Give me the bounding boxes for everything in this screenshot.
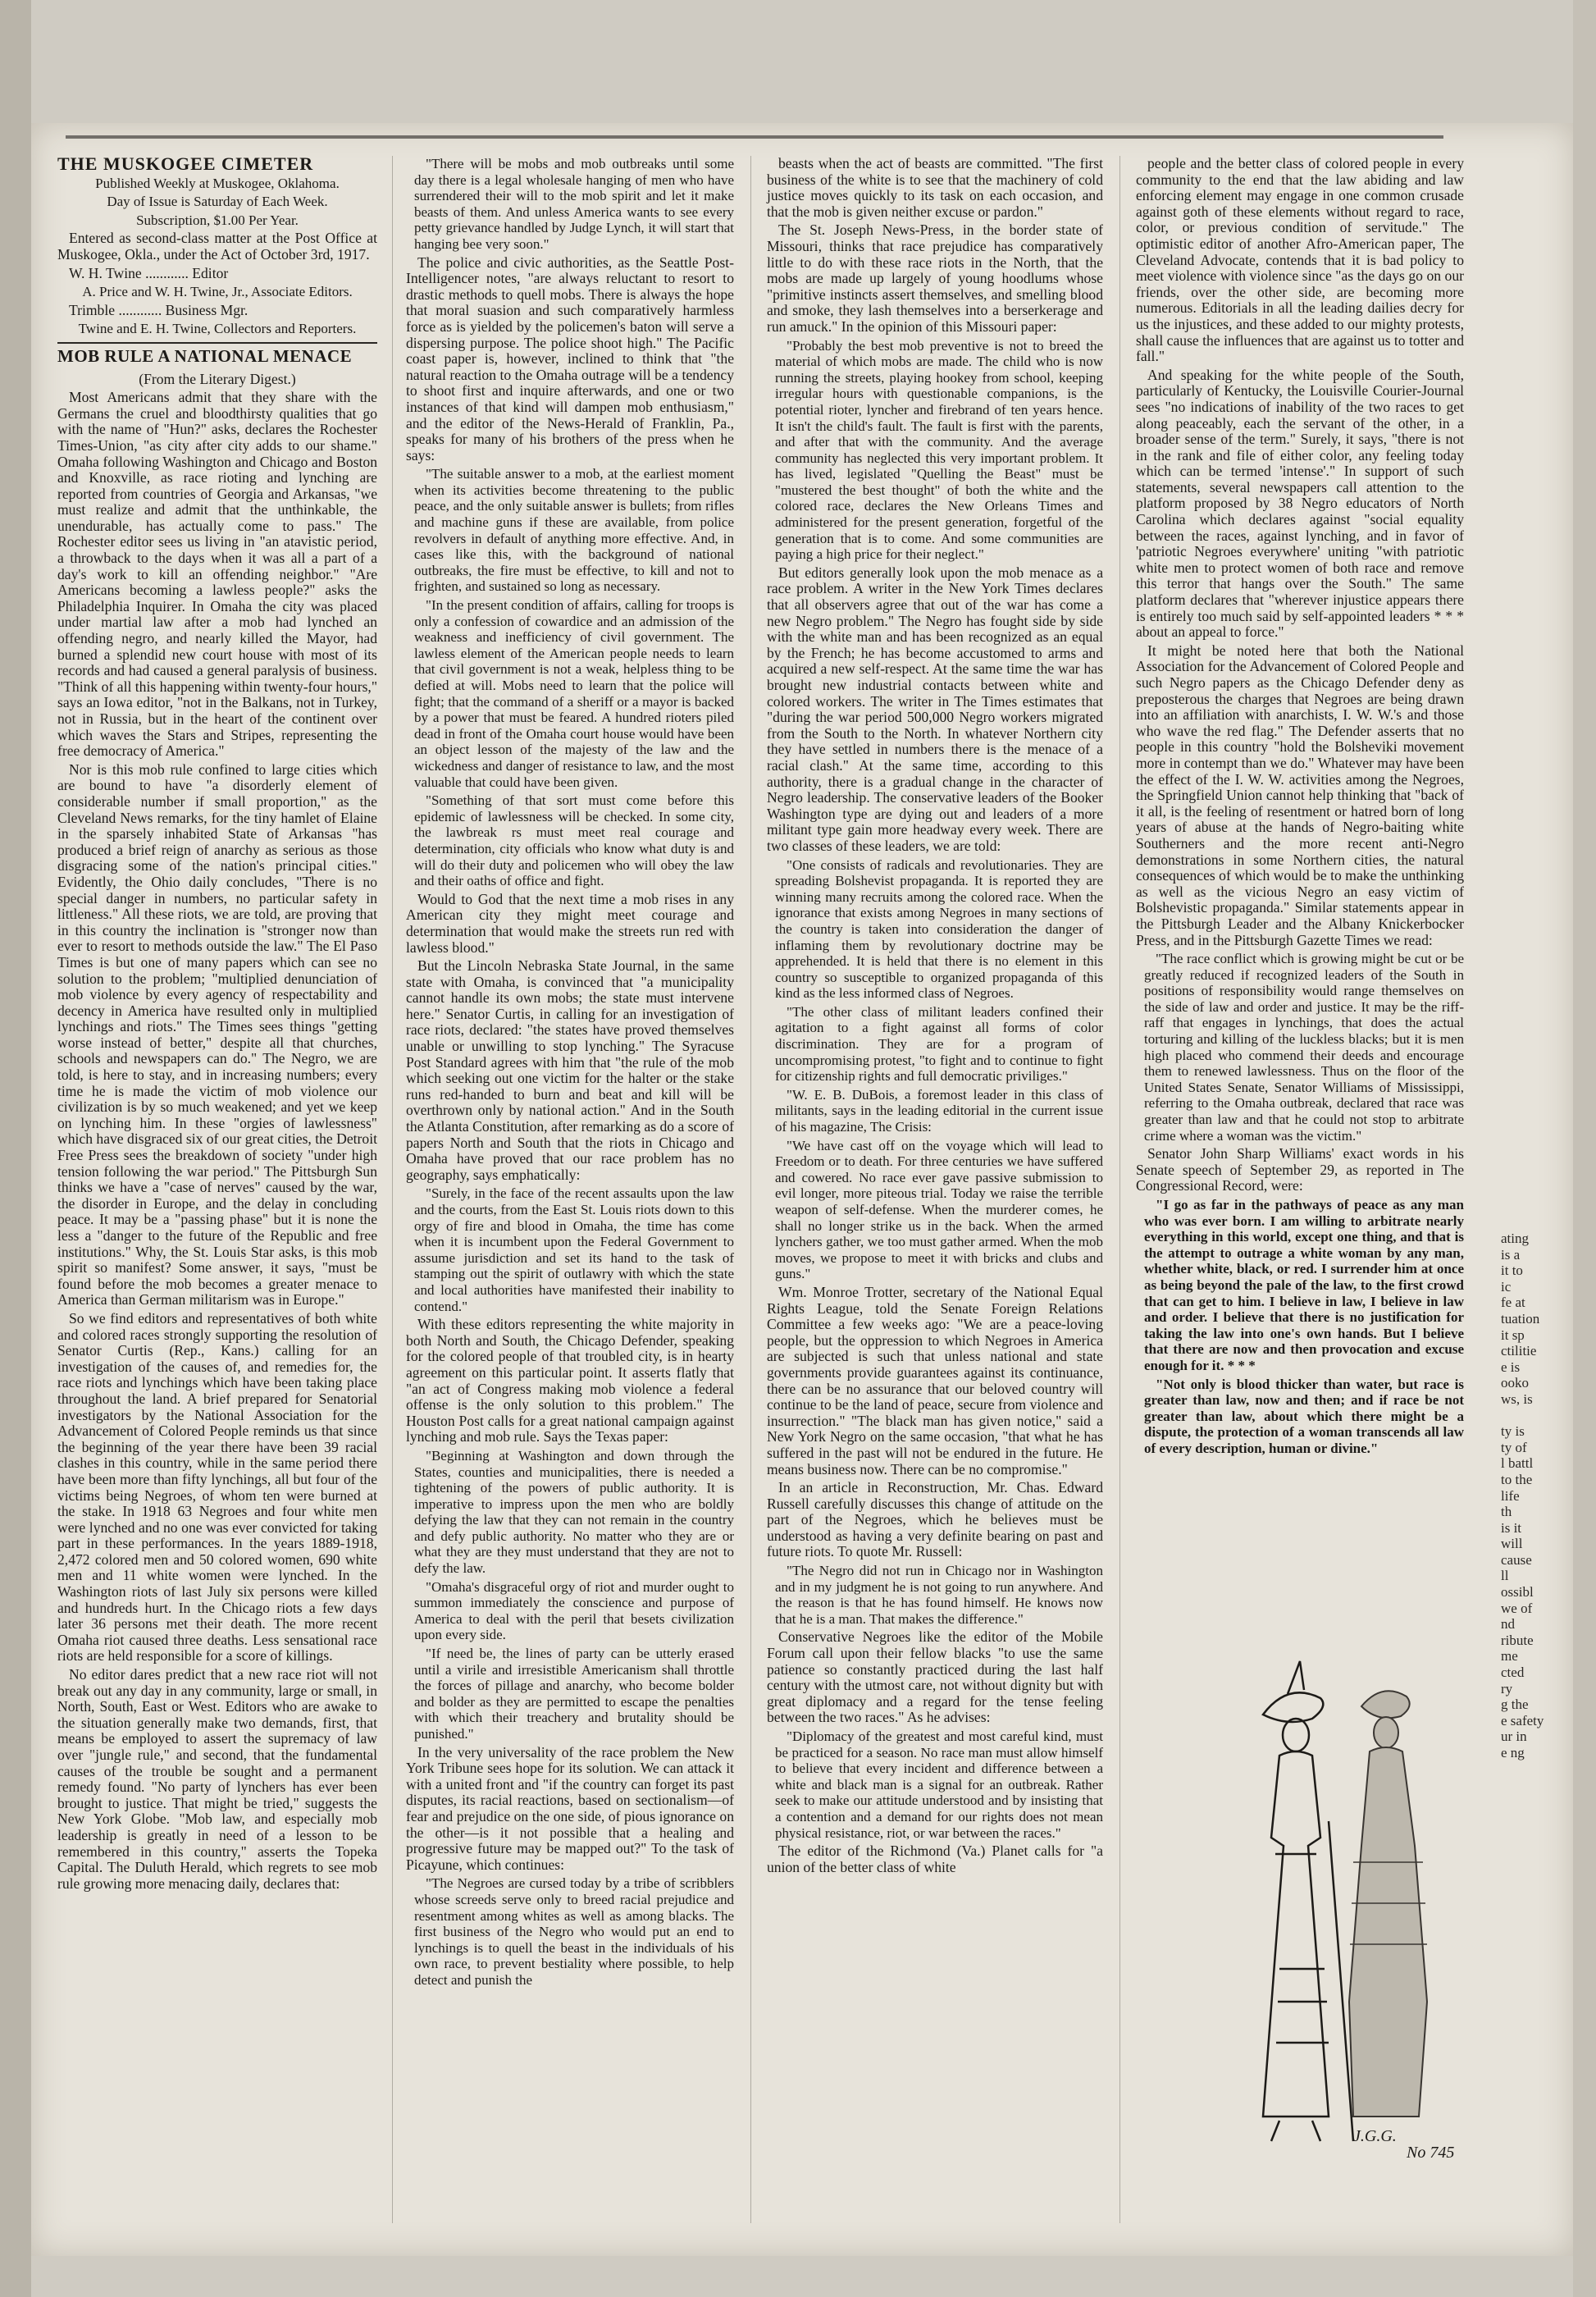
article-headline: MOB RULE A NATIONAL MENACE: [57, 345, 353, 366]
feet-shape: [1271, 2121, 1320, 2141]
masthead-collectors: Twine and E. H. Twine, Collectors and Reporters.: [78, 321, 357, 337]
paragraph: "The Negroes are cursed today by a tribe of scribblers whose screeds serve only to breed racial prejudice and resentment among whites as well as among blacks. The first business of the Negro who would put an end to lynchings is to quell the beast in the individuals of his own race, to prevent bestiality where possible, to help detect and punish the: [414, 1875, 734, 1988]
dress-shape: [1263, 1751, 1329, 2117]
masthead-associates: A. Price and W. H. Twine, Jr., Associate Editors.: [82, 284, 353, 300]
fragment-line: tuation: [1501, 1310, 1540, 1327]
paragraph: But editors generally look upon the mob menace as a race problem. A writer in the New York Times declares that all observers agree that out of the war has come a new Negro problem." The Negro has fought side by side with the white man and has been recognized as an equal by the French; he has become accustomed to arms and acquired a new self-respect. At the same time the war has brought new industrial contacts between white and colored workers. The writer in The Times estimates that "during the war period 500,000 Negro workers migrated from the South to the North. In whatever Northern city they have settled in numbers there is the menace of a racial clash." At the same time, according to this authority, there is a gradual change in the character of Negro leadership. The conservative leaders of the Booker Washington type are dying out and leaders of a more militant type gain more headway every week. There are two classes of these leaders, we are told:: [767, 564, 1103, 854]
masthead-editor: W. H. Twine ............ Editor: [69, 264, 229, 281]
paragraph: "The suitable answer to a mob, at the earliest moment when its activities become threatening to the public peace, and the only suitable answer is bullets; from rifles and machine guns if these are available, from police revolvers in default of anything more effective. And, in cases like this, with the background of national outbreaks, the fire must be effective, to kill and not to frighten, and sustained so long as necessary.: [414, 466, 734, 595]
illustration-number: No 745: [1407, 2144, 1455, 2162]
paragraph: beasts when the act of beasts are committed. "The first business of the white is to see that the machinery of cold justice moves quickly to its task on each occasion, and that the mob is given neither excuse or pardon.": [767, 155, 1103, 220]
fragment-line: ating: [1501, 1231, 1529, 1246]
fragment-line: e is: [1501, 1359, 1521, 1375]
column-rule: [392, 156, 393, 2223]
dress-back-shape: [1349, 1747, 1427, 2117]
paragraph: "The other class of militant leaders confined their agitation to a fight against all forms of color discrimination. They are for a program of uncompromising protest, "to fight and to continue to fight for citizenship rights and full democratic priviliges.": [775, 1003, 1103, 1085]
fragment-line: fe at: [1501, 1295, 1525, 1311]
paragraph: "Diplomacy of the greatest and most careful kind, must be practiced for a season. No race man must allow himself to believe that every incident and difference between a white and black man is a signal for an outbreak. Rather seek to make our attitude understood and by insisting that a contention and a demand for our rights does not mean physical resistance, riot, or war between the races.": [775, 1728, 1103, 1841]
paragraph: "Probably the best mob preventive is not to breed the material of which mobs are made. The child who is now running the streets, playing hookey from school, keeping irregular hours with questionable companions, is the potential rioter, lyncher and firebrand of ten years hence. It isn't the child's fault. The fault is first with the parents, and after that with the community. And the average community has neglected this very important problem. It has lived, legislated "Quelling the Beast" must be "mustered the best thought" of both the white and the colored race, declares the New Orleans Times and administered for the present generation, forgetful of the generation that is to come. And some communities are paying a high price for their neglect.": [775, 337, 1103, 563]
paragraph: It might be noted here that both the National Association for the Advancement of Colored People and such Negro papers as the Chicago Defender deny as preposterous the charges that Negroes are being drawn into an affiliation with anarchists, I. W. W.'s and those who wave the red flag." The Defender asserts that no people in this country "hold the Bolsheviki movement more in contempt than we do." Whatever may have been the effect of the I. W. W. activities among the Negroes, the Springfield Union cannot help thinking that "back of it all, is the feeling of resentment or hatred born of long years of abuse at the hands of Negro-baiting white Southerners and the more recent anti-Negro demonstrations in some Northern cities, the natural consequences of which would be to make the unthinking as well as the vicious Negro an easy victim of Bolshevistic propaganda." Similar statements appear in the Pittsburgh Leader and the Albany Knickerbocker Press, and in the Pittsburgh Gazette Times we read:: [1136, 642, 1464, 948]
masthead-entered: Entered as second-class matter at the Post Office at Muskogee, Okla., under the Act of October 3rd, 1917.: [57, 230, 377, 263]
fragment-line: ooko: [1501, 1375, 1529, 1391]
paragraph: "In the present condition of affairs, calling for troops is only a confession of cowardice and an admission of the weakness and inefficiency of civil government. The lawless element of the American people needs to learn that civil government is not a weak, helpless thing to be defied at will. Mobs need to learn that the police will fight; that the command of a sheriff or a mayor is backed by a power that must be feared. A hundred rioters piled dead in front of the Omaha court house would have been an object lesson of the majesty of the law and the wickedness and danger of resistance to law, and the most valuable that could have been given.: [414, 597, 734, 790]
fashion-illustration: [1230, 1657, 1476, 2166]
paragraph: people and the better class of colored people in every community to the end that the law abiding and law enforcing element may engage in one common crusade against goth of these elements without regard to race, color, or previous condition of servitude." The optimistic editor of another Afro-American paper, The Cleveland Advocate, contends that it is bad policy to meet violence with violence since "as the days go on our friends, over the other side, are becoming more numerous. Editorials in all the leading dailies decry for us the injustices, and these added to our mighty protests, shall cause the influences that are against us to totter and fall.": [1136, 155, 1464, 365]
fragment-line: g the: [1501, 1696, 1529, 1713]
paragraph: The editor of the Richmond (Va.) Planet calls for "a union of the better class of white: [767, 1843, 1103, 1875]
fragment-line: ic: [1501, 1278, 1512, 1295]
masthead-business: Trimble ............ Business Mgr.: [69, 301, 249, 318]
fragment-line: we of: [1501, 1600, 1533, 1616]
fragment-line: it to: [1501, 1263, 1523, 1279]
fragment-line: ry: [1501, 1680, 1513, 1696]
head-shape: [1283, 1719, 1309, 1751]
fragment-line: nd: [1501, 1616, 1515, 1633]
paragraph: Would to God that the next time a mob rises in any American city they might meet courage and determination that would make the streets run red with lawless blood.": [406, 890, 734, 956]
paragraph: "Beginning at Washington and down through the States, counties and municipalities, there is needed a tightening of the powers of public authority. It is imperative to impress upon the men who are boldly defying the law that they can not remain in the country and defy public authority. No matter who they are or what they are they must understand that they are not to defy the law.: [414, 1447, 734, 1577]
fragment-line: ll: [1501, 1568, 1509, 1584]
paragraph: "Omaha's disgraceful orgy of riot and murder ought to summon immediately the conscience and purpose of America to deal with the peril that besets civilization upon every side.: [414, 1578, 734, 1643]
fragment-line: it sp: [1501, 1327, 1525, 1343]
fragment-line: to the: [1501, 1471, 1533, 1487]
fragment-line: cted: [1501, 1665, 1525, 1681]
masthead-divider: [57, 342, 377, 344]
paragraph: "The race conflict which is growing might be cut or be greatly reduced if recognized leaders of the South in positions of responsibility would range themselves on the side of law and order and justice. It may be the riff-raff that engages in lynchings, that does the actual torturing and killing of the luckless blacks; but it is men high placed who commend their deeds and encourage them to renewed lawlessness. Thus on the floor of the United States Senate, Senator Williams of Mississippi, referring to the Omaha outbreak, declared that race was greater than law and that he could not stop to arbitrate crime where a woman was the victim.": [1144, 951, 1464, 1144]
fragment-line: th: [1501, 1504, 1512, 1520]
paragraph: The St. Joseph News-Press, in the border state of Missouri, thinks that race prejudice has comparatively little to do with these race riots in the North, that the mobs are made up largely of young hoodlums whose "primitive instincts assert themselves, and smelling blood and smoke, they lash themselves into a berserkerage and run amuck." In the opinion of this Missouri paper:: [767, 221, 1103, 335]
fragment-line: e safety: [1501, 1712, 1544, 1728]
masthead-title: THE MUSKOGEE CIMETER: [57, 153, 314, 174]
paragraph: "Not only is blood thicker than water, but race is greater than law, now and then; and if race be not greater than law, about which there might be a dispute, the protection of a woman transcends all law of every description, human or divine.": [1144, 1376, 1464, 1456]
paragraph: No editor dares predict that a new race riot will not break out any day in any community, large or small, in North, South, East or West. Editors who are awake to the situation generally make two demands, first, that means be employed to assert the supremacy of law over "jungle rule," and second, that the fundamental causes of the trouble be sought and a permanent remedy found. "No party of lynchers has ever been brought to justice. That might be tried," suggests the New York Globe. "Mob law, and especially mob leadership is greatly in need of a lesson to be remembered in this country," asserts the Topeka Capital. The Duluth Herald, which regrets to see mob rule growing more menacing daily, declares that:: [57, 1666, 377, 1892]
hat-plume: [1288, 1661, 1304, 1694]
paragraph: "Something of that sort must come before this epidemic of lawlessness will be checked. In some city, the lawbreak rs must meet real courage and determination, city officials who know what duty is and will do their duty and policemen who will obey the law and their oaths of office and fight.: [414, 792, 734, 889]
column-3: [767, 156, 1103, 2223]
paragraph: With these editors representing the white majority in both North and South, the Chicago Defender, speaking for the colored people of that troubled city, is in hearty agreement on this particular point. It asserts flatly that "an act of Congress making mob violence a federal offense is the only solution to this problem." The Houston Post calls for a great national campaign against lynching and mob rule. Says the Texas paper:: [406, 1316, 734, 1445]
fragment-line: cause: [1501, 1551, 1532, 1568]
fragment-line: is a: [1501, 1246, 1521, 1263]
paragraph: "One consists of radicals and revolutionaries. They are spreading Bolshevist propaganda. It is reported they are winning many recruits among the colored race. When the ignorance that exists among Negroes in many sections of the country is taken into consideration the danger of inflaming them by revolutionary doctrine may be apprehended. It is held that there is no element in this country so susceptible to organized propaganda of this kind as the less informed class of Negroes.: [775, 856, 1103, 1002]
paragraph: So we find editors and representatives of both white and colored races strongly supporting the resolution of Senator Curtis (Rep., Kans.) calling for an investigation of the causes of, and remedies for, the race riots and lynchings which have been taking place throughout the land. A brief prepared for Senatorial investigators by the National Association for the Advancement of Colored People reminds us that since the beginning of the year there have been 39 racial clashes in this country, while in the same period there have been more than fifty lynchings, all but four of the victims being Negroes, of whom ten were burned at the stake. In 1918 63 Negroes and four white men were lynched and no one was ever convicted for taking part in these performances. In the years 1889-1918, 2,472 colored men and 50 colored women, 690 white men and 11 white women were lynched. In the Washington riots of last July six persons were killed and hundreds hurt. In the Chicago riots a few days later 36 persons met their death. The more recent Omaha riot caused three deaths. Less sensational race riots are held responsible for a score of killings.: [57, 1309, 377, 1665]
column-rule: [750, 156, 751, 2223]
masthead-subscription: Subscription, $1.00 Per Year.: [136, 212, 299, 228]
paragraph: Nor is this mob rule confined to large cities which are bound to have "a disorderly element of considerable number if small proportion," as the Cleveland News remarks, for the tiny hamlet of Elaine in the sparsely inhabited State of Arkansas "has produced a brief reign of anarchy as serious as those disgracing some of the nation's principal cities." Evidently, the Ohio daily concludes, "There is no special danger in numbers, no particular safety in littleness." All these riots, we are told, are proving that in this country the inclination is "stronger now than ever to resort to methods outside the law." The El Paso Times is but one of many papers which can see no solution to the problem; "multiplied denunciation of mob violence by every agency of respectability and decency in America have resulted only in multiplied lynchings and riots." The Times sees things "getting worse instead of better," despite all that churches, schools and newspapers can do." The Negro, we are told, is here to stay, and in increasing numbers; every time he is made the victim of mob violence our civilization is by so much weakened; and yet we keep on lynching him. In these "orgies of lawlessness" which have disgraced six of our great cities, the Detroit Free Press sees the breakdown of society "under high tension following the war period." The Pittsburgh Sun thinks we have a "case of nerves" caused by the war, the disorder in Europe, and the delay in concluding peace. It may be a "passing phase" but it is none the less a "danger to the future of the Republic and free institutions." Why, the St. Louis Star asks, is this mob spirit so manifest? Some answer, it says, "must be found before the mob becomes a greater menace to America than German militarism was in Europe.": [57, 760, 377, 1308]
fragment-line: ws, is: [1501, 1391, 1533, 1407]
paragraph: "If need be, the lines of party can be utterly erased until a virile and irresistible Americanism shall throttle the forces of pillage and anarchy, who become bolder and bolder as they are permitted to escape the penalties with which their treachery and brutality should be punished.": [414, 1646, 734, 1742]
fragment-line: ur in: [1501, 1728, 1527, 1745]
paragraph: The police and civic authorities, as the Seattle Post-Intelligencer notes, "are always reluctant to resort to drastic methods to quell mobs. There is always the hope that moral suasion and such comparatively harmless force as is yielded by the policemen's baton will serve a dispersing purpose. The police shoot high." The Pacific coast paper is, however, inclined to think that "the natural reaction to the Omaha outrage will be a tendency to shoot first and inquire afterwards, and one or two instances of that kind will dampen mob enthusiasm," and the editor of the News-Herald of Franklin, Pa., speaks for many of his brothers of the press when he says:: [406, 253, 734, 464]
fragment-line: will: [1501, 1536, 1523, 1552]
paragraph: "There will be mobs and mob outbreaks until some day there is a legal wholesale hanging of men who have surrendered their will to the mob spirit and let it make beasts of them. And unless America wants to see every petty grievance handled by Judge Lynch, it will start that hanging bee very soon.": [414, 156, 734, 252]
masthead-issue: Day of Issue is Saturday of Each Week.: [107, 194, 328, 210]
hat-back-shape: [1361, 1691, 1410, 1718]
adjacent-page-fragment: [1501, 1231, 1550, 1760]
illustration-svg: [1230, 1657, 1476, 2166]
fragment-line: ribute: [1501, 1632, 1534, 1648]
fragment-line: e ng: [1501, 1745, 1525, 1760]
article-source: (From the Literary Digest.): [139, 370, 296, 387]
fragment-line: ty of: [1501, 1439, 1527, 1455]
paragraph: "W. E. B. DuBois, a foremost leader in this class of militants, says in the leading editorial in the current issue of his magazine, The Crisis:: [775, 1086, 1103, 1135]
paragraph: Senator John Sharp Williams' exact words in his Senate speech of September 29, as reported in The Congressional Record, were:: [1136, 1145, 1464, 1194]
paragraph: "We have cast off on the voyage which will lead to Freedom or to death. For three centuries we have suffered and cowered. No race ever gave passive submission to evil longer, more piteous trial. Today we raise the terrible weapon of self-defense. When the murderer comes, he shall no longer strike us in the back. When the armed lynchers gather, we too must gather armed. When the mob moves, we propose to meet it with bricks and clubs and guns.": [775, 1137, 1103, 1282]
scan-edge-right: [1573, 0, 1596, 2297]
fragment-line: ossibl: [1501, 1584, 1534, 1601]
paragraph: "The Negro did not run in Chicago nor in Washington and in my judgment he is not going to run anywhere. And the reason is that he has found himself. He knows now that he is a man. That makes the difference.": [775, 1563, 1103, 1627]
head-back-shape: [1374, 1717, 1398, 1748]
cane-shape: [1329, 1821, 1353, 2141]
column-rule: [1119, 156, 1120, 2223]
paragraph: Conservative Negroes like the editor of the Mobile Forum call upon their fellow blacks "to use the same patience so constantly practiced during the last half century with the utmost care, not without dignity but with great diplomacy and a regard for the tense feeling between the two races." As he advises:: [767, 1628, 1103, 1726]
fragment-line: life: [1501, 1487, 1520, 1504]
paragraph: "Surely, in the face of the recent assaults upon the law and the courts, from the East St. Louis riots down to this orgy of fire and blood in Omaha, the time has come when it is incumbent upon the Federal Government to assume jurisdiction and set its hand to the task of stamping out the spirit of outlawry with which the state and local authorities have manifested their inability to contend.": [414, 1185, 734, 1314]
top-rule: [66, 135, 1443, 139]
masthead-published: Published Weekly at Muskogee, Oklahoma.: [95, 175, 340, 191]
column-2: [406, 156, 734, 2223]
scan-edge-left: [0, 0, 31, 2297]
column-1: [57, 153, 377, 2223]
paragraph: And speaking for the white people of the South, particularly of Kentucky, the Louisville Courier-Journal sees "no indications of inability of the two races to get along peaceably, each the servant of the other, in a broader sense of the term." Surely, it says, "there is not in the rank and file of either color, any feeling today which can be termed 'intense'." In support of such statements, several newspapers call attention to the platform proposed by 38 Negro educators of North Carolina which declares against "social equality between the races, against lynching, and in favor of 'patriotic Negroes everywhere' uniting "with patriotic white men to protect women of both race and remove this terror that hangs over the South." The same platform declares that "wherever injustice appears there is entirely too much said by self-appointed leaders * * * about an appeal to force.": [1136, 366, 1464, 641]
paragraph: In the very universality of the race problem the New York Tribune sees hope for its solution. We can attack it with a united front and "if the country can forget its past disputes, its racial reactions, based on sectionalism—of fear and prejudice on the one side, of pious ignorance on the other—is it not possible that a healing and progressive future may be mapped out?" To the task of Picayune, which continues:: [406, 1743, 734, 1873]
fragment-line: me: [1501, 1648, 1518, 1665]
fragment-line: is it: [1501, 1519, 1522, 1536]
hat-shape: [1263, 1692, 1323, 1722]
paragraph: Most Americans admit that they share with the Germans the cruel and bloodthirsty qualities that go with the name of "Hun?" asks, declares the Rochester Times-Union, "as city after city adds to our shame." Omaha following Washington and Chicago and Boston and Knoxville, as race rioting and lynching are reported from countries of Georgia and Arkansas, "we must realize and admit that the unthinkable, the unendurable, has actually come to pass." The Rochester editor sees us living in "an atavistic period, a throwback to the days when it was all a part of a day's work to kill an offending neighbor." "Are Americans becoming a lawless people?" asks the Philadelphia Inquirer. In Omaha the city was placed under martial law after a mob had lynched an offending negro, and nearly killed the Mayor, had burned a splendid new court house with most of its records and had caused a general paralysis of business. "Think of all this happening within twenty-four hours," says an Iowa editor, "not in the Balkans, not in Turkey, not in Russia, but in the heart of the continent over which waves the Stars and Stripes, representing the free democracy of America.": [57, 389, 377, 760]
fragment-line: ty is: [1501, 1423, 1525, 1440]
paragraph: But the Lincoln Nebraska State Journal, in the same state with Omaha, is convinced that "a municipality cannot handle its own mobs; the state must intervene here." Senator Curtis, in calling for an investigation of race riots, declared: "the states have proved themselves unable or unwilling to stop lynching." The Syracuse Post Standard agrees with him that "the rule of the mob which seeking out one victim for the halter or the stake runs red-handed to burn and beat and kill will be overthrown only by national action." And in the South the Atlanta Constitution, after remarking as do a score of papers North and South that the riots in Chicago and Omaha have proved that our race problem has no geography, says emphatically:: [406, 957, 734, 1183]
fragment-line: [1501, 1408, 1550, 1424]
paragraph: In an article in Reconstruction, Mr. Chas. Edward Russell carefully discusses this change of attitude on the part of the Negroes, which he believes must be understood as having a very definite bearing on past and future riots. To quote Mr. Russell:: [767, 1479, 1103, 1560]
fragment-line: ctilitie: [1501, 1343, 1537, 1359]
column-4: [1136, 156, 1464, 1649]
illustration-signature: J.G.G.: [1353, 2127, 1397, 2145]
paragraph: "I go as far in the pathways of peace as any man who was ever born. I am willing to arbitrate nearly everything in this world, except one thing, and that is the attempt to outrage a white woman by any man, whether white, black, or red. I surrender him at once as being beyond the pale of the law, to the first crowd that can get to him. I believe in law, I believe in law and order. I believe that there is no justification for taking the law into one's own hands. But I believe that there are now and then provocation and excuse enough for it. * * *: [1144, 1197, 1464, 1373]
fragment-line: l battl: [1501, 1455, 1534, 1472]
paragraph: Wm. Monroe Trotter, secretary of the National Equal Rights League, told the Senate Foreign Relations Committee a few weeks ago: "We are a peace-loving people, but the oppression to which Negroes in America are subjected is such that unless national and state governments provide guarantees against its continuance, there can be no assurance that our beloved country will continue to be the land of peace, secure from violence and insurrection." "The black man has given notice," said a New York Negro on the same occasion, "that what he has suffered in the past will not be endured in the future. He means business now. There can be no compromise.": [767, 1283, 1103, 1477]
